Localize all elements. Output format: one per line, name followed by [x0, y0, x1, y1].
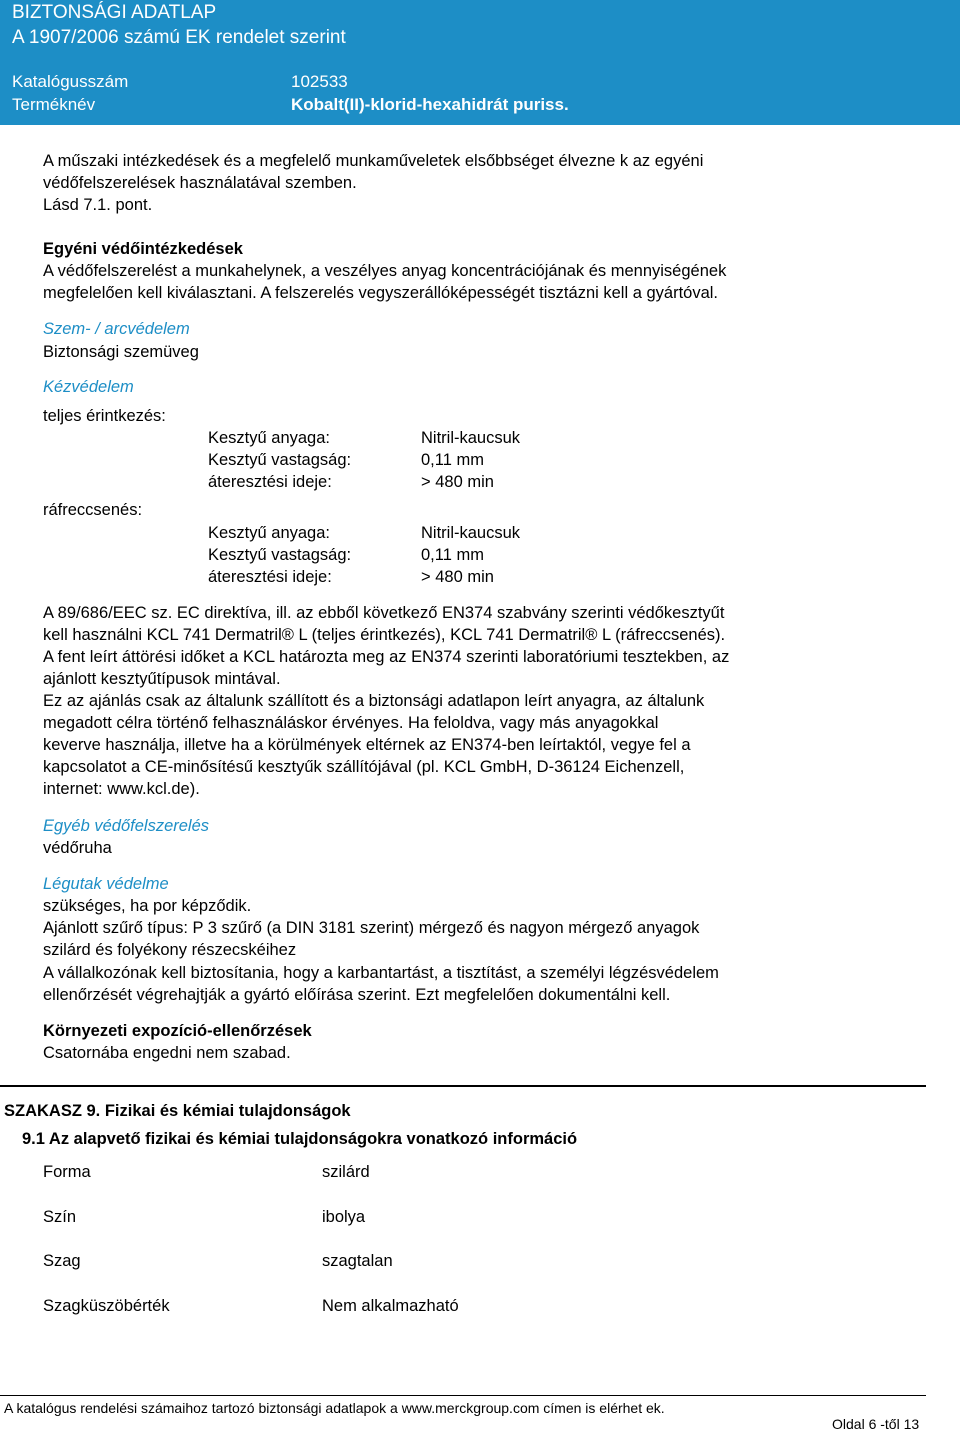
- individual-line-1: A védőfelszerelést a munkahelynek, a veszélyes anyag koncentrációjának és mennyiségének: [43, 262, 727, 280]
- property-label: Forma: [43, 1163, 91, 1181]
- environmental-text: Csatornába engedni nem szabad.: [43, 1044, 291, 1062]
- other-protection-text: védőruha: [43, 839, 112, 857]
- header-regulation: A 1907/2006 számú EK rendelet szerint: [12, 27, 346, 48]
- page-number: Oldal 6 -től 13: [832, 1416, 920, 1432]
- hand-heading: Kézvédelem: [43, 378, 134, 396]
- hand-para-line: ajánlott kesztyűtípusok mintával.: [43, 670, 281, 688]
- property-label: Szín: [43, 1208, 77, 1226]
- property-value: ibolya: [322, 1208, 366, 1226]
- property-label: Szag: [43, 1252, 81, 1270]
- section-9-subtitle: 9.1 Az alapvető fizikai és kémiai tulajdonságokra vonatkozó információ: [22, 1130, 578, 1148]
- intro-line-3: Lásd 7.1. pont.: [43, 196, 153, 214]
- hand-para-line: internet: www.kcl.de).: [43, 780, 200, 798]
- section-divider: [0, 1085, 926, 1087]
- product-value: Kobalt(II)-klorid-hexahidrát puriss.: [291, 95, 569, 114]
- respiratory-line: A vállalkozónak kell biztosítania, hogy a karbantartást, a tisztítást, a személyi légzésvédelem: [43, 964, 719, 982]
- header-title: BIZTONSÁGI ADATLAP: [12, 2, 217, 23]
- breakthrough-label: áteresztési ideje:: [208, 473, 332, 491]
- product-label: Terméknév: [12, 95, 96, 114]
- document-header: [0, 0, 960, 125]
- glove-material-value: Nitril-kaucsuk: [421, 524, 521, 542]
- intro-line-1: A műszaki intézkedések és a megfelelő munkaműveletek elsőbbséget élvezne k az egyéni: [43, 152, 704, 170]
- environmental-heading: Környezeti expozíció-ellenőrzések: [43, 1022, 312, 1040]
- splash-label: ráfreccsenés:: [43, 501, 143, 519]
- hand-para-line: A fent leírt áttörési időket a KCL határozta meg az EN374 szerinti laboratóriumi tesztekben, az: [43, 648, 730, 666]
- hand-para-line: kapcsolatot a CE-minősítésű kesztyűk szállítójával (pl. KCL GmbH, D-36124 Eichenzell,: [43, 758, 685, 776]
- breakthrough-value: > 480 min: [421, 473, 494, 491]
- full-contact-label: teljes érintkezés:: [43, 407, 166, 425]
- breakthrough-label: áteresztési ideje:: [208, 568, 332, 586]
- respiratory-heading: Légutak védelme: [43, 875, 169, 893]
- respiratory-line: szükséges, ha por képződik.: [43, 897, 252, 915]
- catalog-value: 102533: [291, 72, 348, 91]
- respiratory-line: szilárd és folyékony részecskéihez: [43, 941, 297, 959]
- hand-para-line: megadott célra történő felhasználáskor érvényes. Ha feloldva, vagy más anyagokkal: [43, 714, 659, 732]
- section-9-title: SZAKASZ 9. Fizikai és kémiai tulajdonságok: [4, 1102, 351, 1120]
- hand-para-line: keverve használja, illetve ha a körülmények eltérnek az EN374-ben leírtaktól, vegye fel a: [43, 736, 691, 754]
- hand-para-line: A 89/686/EEC sz. EC direktíva, ill. az ebből következő EN374 szabvány szerinti védőkesztyűt: [43, 604, 725, 622]
- other-protection-heading: Egyéb védőfelszerelés: [43, 817, 210, 835]
- glove-thickness-label: Kesztyű vastagság:: [208, 451, 352, 469]
- respiratory-line: ellenőrzését végrehajtják a gyártó előírása szerint. Ezt megfelelően dokumentálni kell.: [43, 986, 671, 1004]
- catalog-label: Katalógusszám: [12, 72, 129, 91]
- footer-divider: [0, 1395, 926, 1396]
- property-value: Nem alkalmazható: [322, 1297, 459, 1315]
- eye-text: Biztonsági szemüveg: [43, 343, 199, 361]
- property-value: szilárd: [322, 1163, 370, 1181]
- hand-para-line: Ez az ajánlás csak az általunk szállított és a biztonsági adatlapon leírt anyagra, az általunk: [43, 692, 705, 710]
- individual-heading: Egyéni védőintézkedések: [43, 240, 243, 258]
- property-value: szagtalan: [322, 1252, 393, 1270]
- glove-thickness-value: 0,11 mm: [421, 451, 484, 469]
- hand-para-line: kell használni KCL 741 Dermatril® L (teljes érintkezés), KCL 741 Dermatril® L (ráfreccsenés).: [43, 626, 726, 644]
- breakthrough-value: > 480 min: [421, 568, 494, 586]
- intro-line-2: védőfelszerelések használatával szemben.: [43, 174, 357, 192]
- property-label: Szagküszöbérték: [43, 1297, 170, 1315]
- footer-text: A katalógus rendelési számaihoz tartozó biztonsági adatlapok a www.merckgroup.com címen is elérhet ek.: [4, 1400, 665, 1416]
- respiratory-line: Ajánlott szűrő típus: P 3 szűrő (a DIN 3181 szerint) mérgező és nagyon mérgező anyagok: [43, 919, 700, 937]
- glove-material-label: Kesztyű anyaga:: [208, 429, 330, 447]
- glove-material-value: Nitril-kaucsuk: [421, 429, 521, 447]
- glove-material-label: Kesztyű anyaga:: [208, 524, 330, 542]
- glove-thickness-value: 0,11 mm: [421, 546, 484, 564]
- eye-heading: Szem- / arcvédelem: [43, 320, 190, 338]
- individual-line-2: megfelelően kell kiválasztani. A felszerelés vegyszerállóképességét tisztázni kell a gyártóval.: [43, 284, 719, 302]
- glove-thickness-label: Kesztyű vastagság:: [208, 546, 352, 564]
